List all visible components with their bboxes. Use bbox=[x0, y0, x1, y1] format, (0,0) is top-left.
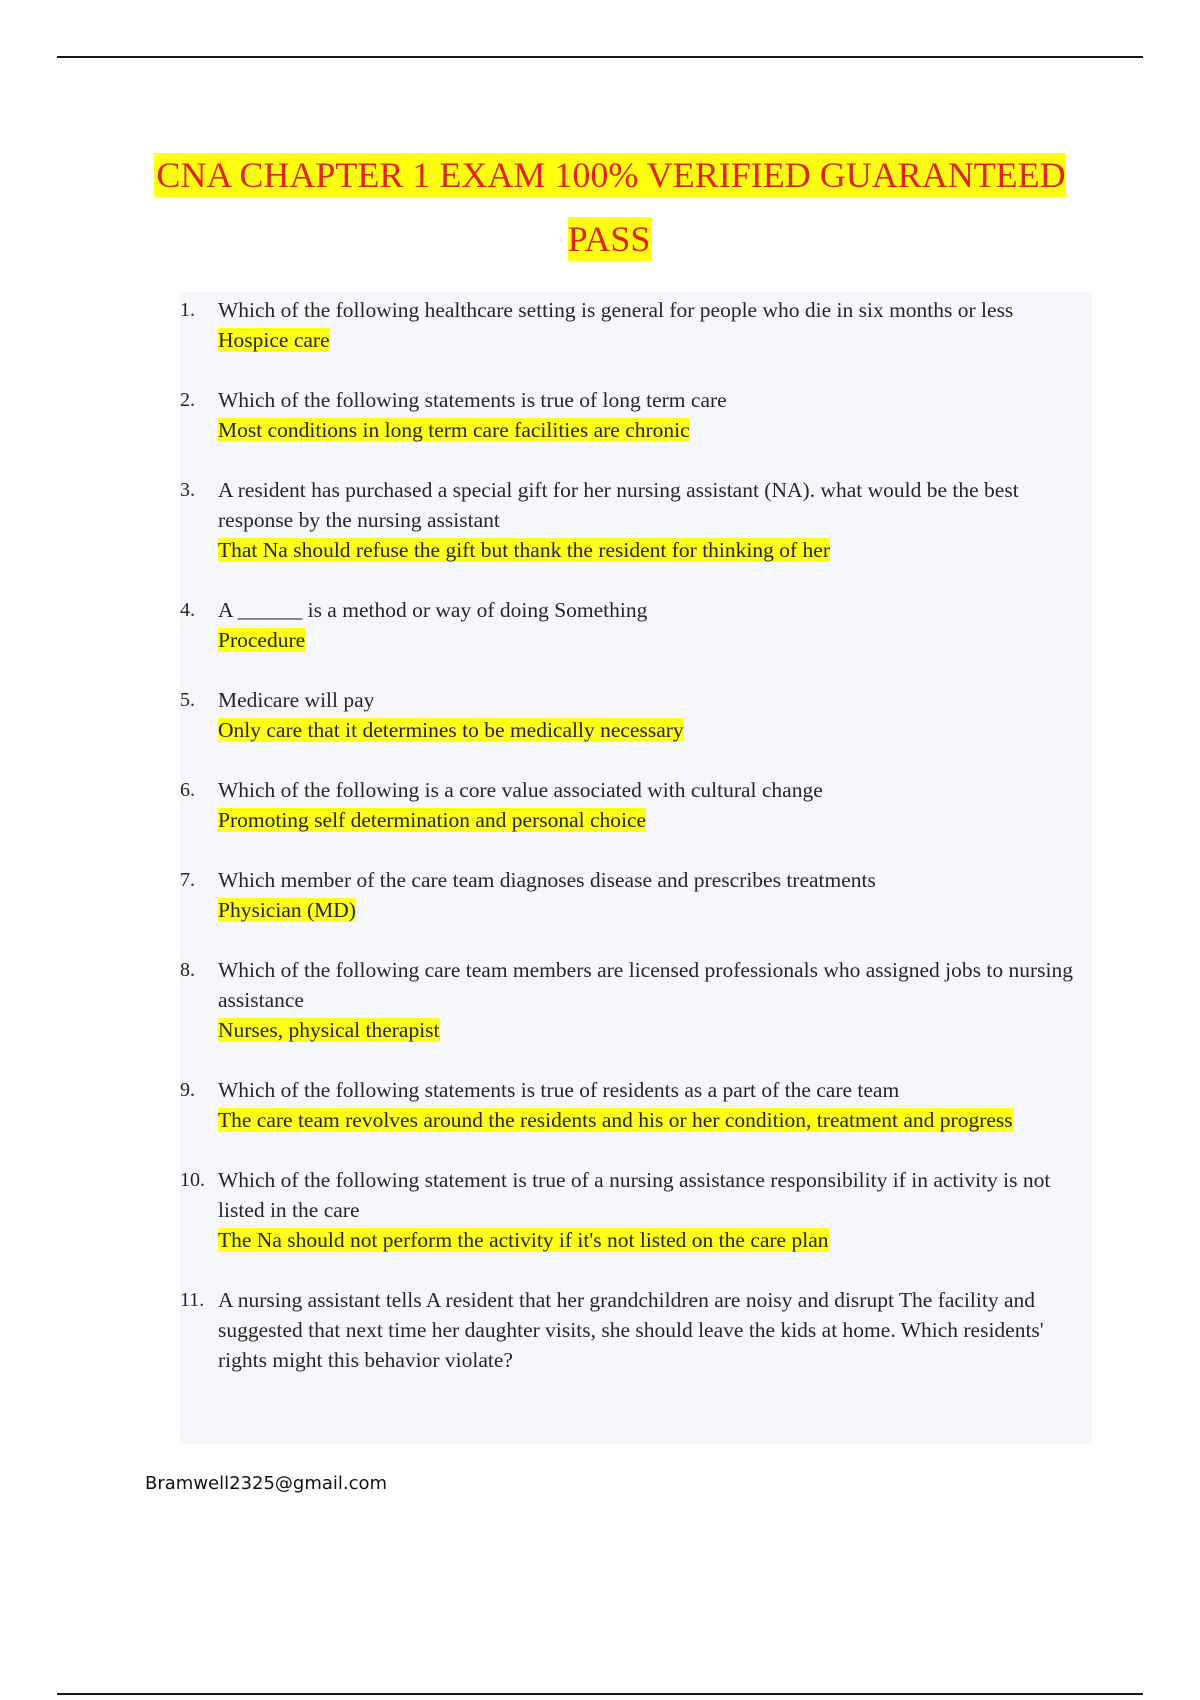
top-rule bbox=[57, 56, 1143, 58]
question-number: 2. bbox=[180, 389, 195, 411]
question-item bbox=[180, 955, 1080, 1045]
question-number: 1. bbox=[180, 299, 195, 321]
question-item bbox=[180, 295, 1080, 355]
answer-line bbox=[218, 415, 1080, 445]
question-text: A ______ is a method or way of doing Something bbox=[218, 598, 648, 622]
question-number: 9. bbox=[180, 1079, 195, 1101]
answer-line bbox=[218, 625, 1080, 655]
question-text: Which of the following statements is true of long term care bbox=[218, 388, 727, 412]
answer-text: The Na should not perform the activity if it's not listed on the care plan bbox=[218, 1228, 829, 1252]
question-number: 6. bbox=[180, 779, 195, 801]
answer-text: Most conditions in long term care facilities are chronic bbox=[218, 418, 690, 442]
question-text: A nursing assistant tells A resident that her grandchildren are noisy and disrupt The facility and suggested that next time her daughter visits, she should leave the kids at home. Which residents' rights might this behavior violate? bbox=[218, 1288, 1044, 1372]
question-number: 3. bbox=[180, 479, 195, 501]
answer-text: Only care that it determines to be medically necessary bbox=[218, 718, 684, 742]
question-number: 8. bbox=[180, 959, 195, 981]
question-item bbox=[180, 385, 1080, 445]
question-text: Which of the following statements is true of residents as a part of the care team bbox=[218, 1078, 900, 1102]
question-text: Medicare will pay bbox=[218, 688, 375, 712]
answer-line bbox=[218, 1225, 1080, 1255]
question-number: 4. bbox=[180, 599, 195, 621]
answer-text: Promoting self determination and personal choice bbox=[218, 808, 647, 832]
answer-text: Procedure bbox=[218, 628, 306, 652]
answer-text: The care team revolves around the residents and his or her condition, treatment and progress bbox=[218, 1108, 1013, 1132]
answer-text: Hospice care bbox=[218, 328, 330, 352]
question-number: 11. bbox=[180, 1289, 205, 1311]
question-text: Which of the following care team members are licensed professionals who assigned jobs to nursing assistance bbox=[218, 958, 1073, 1012]
answer-line bbox=[218, 895, 1080, 925]
question-list bbox=[180, 295, 1080, 1405]
answer-line bbox=[218, 715, 1080, 745]
question-text: Which of the following is a core value associated with cultural change bbox=[218, 778, 823, 802]
answer-line bbox=[218, 805, 1080, 835]
question-text: Which of the following healthcare setting is general for people who die in six months or less bbox=[218, 298, 1014, 322]
answer-line bbox=[218, 535, 1080, 565]
document-title-text: CNA CHAPTER 1 EXAM 100% VERIFIED GUARANTEED PASS bbox=[156, 155, 1066, 259]
document-title bbox=[140, 143, 1080, 271]
question-item bbox=[180, 595, 1080, 655]
question-item bbox=[180, 865, 1080, 925]
answer-line bbox=[218, 1105, 1080, 1135]
question-text: Which of the following statement is true of a nursing assistance responsibility if in activity is not listed in the care bbox=[218, 1168, 1051, 1222]
question-item bbox=[180, 475, 1080, 565]
answer-line bbox=[218, 325, 1080, 355]
answer-text: Nurses, physical therapist bbox=[218, 1018, 440, 1042]
question-number: 7. bbox=[180, 869, 195, 891]
answer-line bbox=[218, 1015, 1080, 1045]
question-item bbox=[180, 1165, 1080, 1255]
question-item bbox=[180, 775, 1080, 835]
question-number: 10. bbox=[180, 1169, 205, 1191]
answer-text: That Na should refuse the gift but thank the resident for thinking of her bbox=[218, 538, 830, 562]
footer-email: Bramwell2325@gmail.com bbox=[145, 1473, 388, 1494]
question-item bbox=[180, 1075, 1080, 1135]
answer-text: Physician (MD) bbox=[218, 898, 356, 922]
question-number: 5. bbox=[180, 689, 195, 711]
question-text: A resident has purchased a special gift for her nursing assistant (NA). what would be the best response by the nursing assistant bbox=[218, 478, 1019, 532]
question-item bbox=[180, 685, 1080, 745]
bottom-rule bbox=[57, 1693, 1143, 1695]
question-text: Which member of the care team diagnoses disease and prescribes treatments bbox=[218, 868, 876, 892]
question-item bbox=[180, 1285, 1080, 1375]
